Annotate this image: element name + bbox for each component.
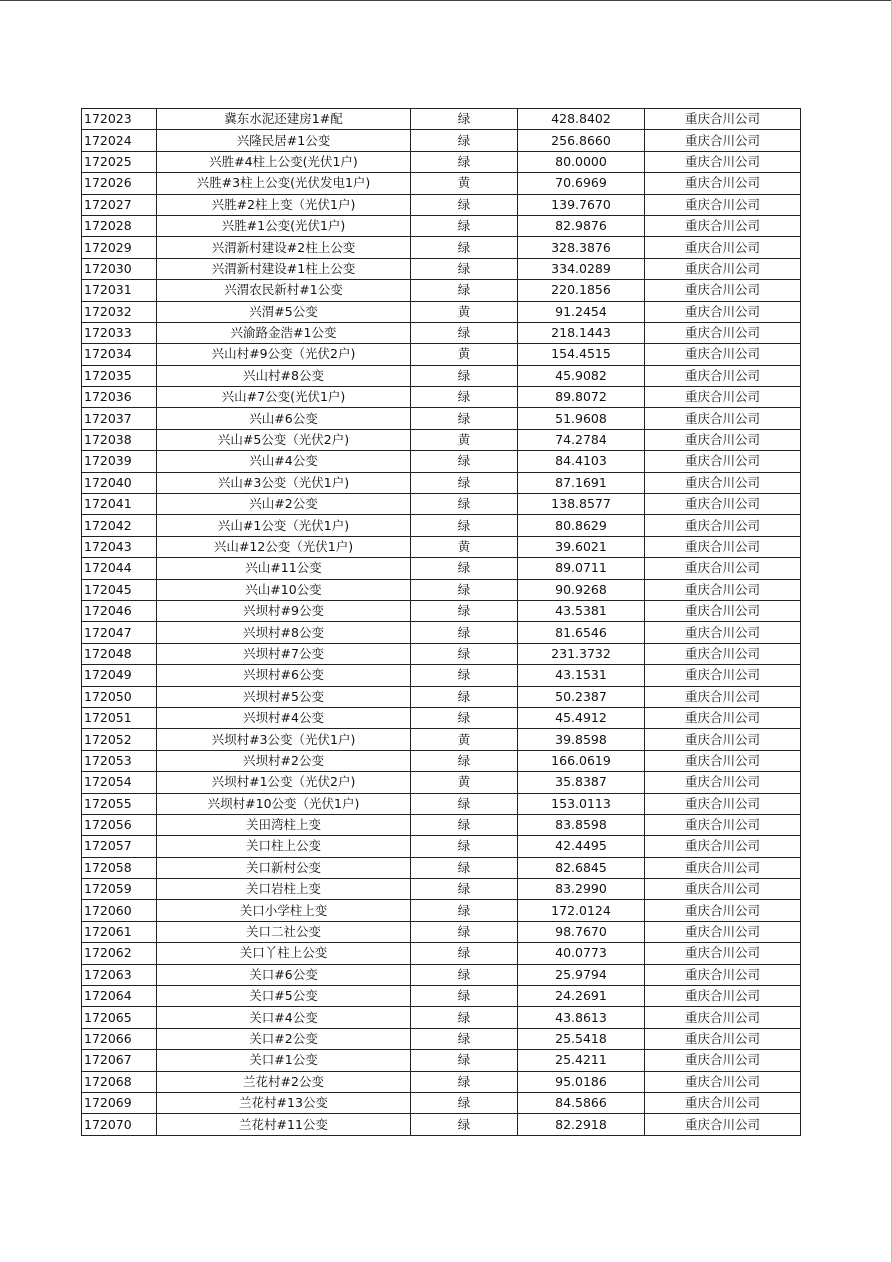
cell-company: 重庆合川公司 (645, 986, 801, 1007)
table-row (82, 879, 801, 900)
cell-company: 重庆合川公司 (645, 707, 801, 728)
cell-company: 重庆合川公司 (645, 964, 801, 985)
cell-company: 重庆合川公司 (645, 322, 801, 343)
cell-value: 256.8660 (518, 130, 645, 151)
cell-code: 172027 (82, 194, 157, 215)
cell-status: 绿 (411, 130, 518, 151)
cell-company: 重庆合川公司 (645, 301, 801, 322)
cell-code: 172051 (82, 707, 157, 728)
cell-company: 重庆合川公司 (645, 151, 801, 172)
cell-status: 黄 (411, 301, 518, 322)
cell-company: 重庆合川公司 (645, 130, 801, 151)
cell-value: 82.2918 (518, 1114, 645, 1135)
cell-status: 绿 (411, 280, 518, 301)
cell-value: 25.5418 (518, 1028, 645, 1049)
transformer-table (81, 108, 801, 1136)
cell-value: 50.2387 (518, 686, 645, 707)
cell-name: 兰花村#13公变 (157, 1092, 411, 1113)
cell-name: 兴坝村#1公变（光伏2户) (157, 772, 411, 793)
cell-code: 172050 (82, 686, 157, 707)
cell-code: 172062 (82, 943, 157, 964)
cell-name: 关口#1公变 (157, 1050, 411, 1071)
cell-company: 重庆合川公司 (645, 258, 801, 279)
cell-company: 重庆合川公司 (645, 622, 801, 643)
table-row (82, 772, 801, 793)
cell-value: 43.8613 (518, 1007, 645, 1028)
cell-value: 218.1443 (518, 322, 645, 343)
cell-name: 兴坝村#6公变 (157, 665, 411, 686)
cell-name: 兴胜#1公变(光伏1户) (157, 215, 411, 236)
cell-code: 172057 (82, 836, 157, 857)
cell-name: 兴渭#5公变 (157, 301, 411, 322)
cell-status: 绿 (411, 879, 518, 900)
table-row (82, 943, 801, 964)
table-row (82, 365, 801, 386)
cell-status: 绿 (411, 1028, 518, 1049)
cell-status: 绿 (411, 750, 518, 771)
cell-status: 绿 (411, 836, 518, 857)
cell-value: 95.0186 (518, 1071, 645, 1092)
cell-value: 220.1856 (518, 280, 645, 301)
cell-status: 绿 (411, 451, 518, 472)
cell-name: 兰花村#11公变 (157, 1114, 411, 1135)
cell-name: 兴山#5公变（光伏2户) (157, 429, 411, 450)
cell-value: 154.4515 (518, 344, 645, 365)
cell-company: 重庆合川公司 (645, 451, 801, 472)
cell-value: 82.9876 (518, 215, 645, 236)
cell-name: 兴山村#9公变（光伏2户) (157, 344, 411, 365)
cell-name: 关口新村公变 (157, 857, 411, 878)
cell-code: 172067 (82, 1050, 157, 1071)
cell-value: 328.3876 (518, 237, 645, 258)
cell-value: 80.8629 (518, 515, 645, 536)
table-row (82, 1071, 801, 1092)
cell-status: 绿 (411, 622, 518, 643)
cell-status: 绿 (411, 707, 518, 728)
table-row (82, 1028, 801, 1049)
cell-company: 重庆合川公司 (645, 921, 801, 942)
cell-company: 重庆合川公司 (645, 1092, 801, 1113)
cell-value: 35.8387 (518, 772, 645, 793)
cell-company: 重庆合川公司 (645, 1028, 801, 1049)
cell-company: 重庆合川公司 (645, 558, 801, 579)
table-row (82, 814, 801, 835)
table-row (82, 173, 801, 194)
cell-value: 39.6021 (518, 536, 645, 557)
table-row (82, 451, 801, 472)
cell-value: 25.4211 (518, 1050, 645, 1071)
cell-value: 45.4912 (518, 707, 645, 728)
cell-company: 重庆合川公司 (645, 943, 801, 964)
cell-name: 兴山#7公变(光伏1户) (157, 387, 411, 408)
table-body (82, 109, 801, 1136)
cell-name: 兴胜#4柱上公变(光伏1户) (157, 151, 411, 172)
cell-company: 重庆合川公司 (645, 579, 801, 600)
cell-code: 172047 (82, 622, 157, 643)
cell-company: 重庆合川公司 (645, 836, 801, 857)
cell-value: 83.2990 (518, 879, 645, 900)
table-row (82, 986, 801, 1007)
cell-status: 绿 (411, 964, 518, 985)
table-row (82, 280, 801, 301)
cell-code: 172028 (82, 215, 157, 236)
cell-value: 334.0289 (518, 258, 645, 279)
cell-status: 绿 (411, 793, 518, 814)
cell-name: 兴山#10公变 (157, 579, 411, 600)
cell-company: 重庆合川公司 (645, 1114, 801, 1135)
cell-company: 重庆合川公司 (645, 344, 801, 365)
table-row (82, 429, 801, 450)
cell-code: 172040 (82, 472, 157, 493)
cell-name: 兴胜#2柱上变（光伏1户) (157, 194, 411, 215)
table-row (82, 793, 801, 814)
cell-code: 172042 (82, 515, 157, 536)
cell-name: 关口#5公变 (157, 986, 411, 1007)
cell-company: 重庆合川公司 (645, 515, 801, 536)
cell-code: 172045 (82, 579, 157, 600)
cell-status: 绿 (411, 387, 518, 408)
cell-company: 重庆合川公司 (645, 729, 801, 750)
cell-name: 兴坝村#4公变 (157, 707, 411, 728)
cell-company: 重庆合川公司 (645, 686, 801, 707)
cell-value: 84.5866 (518, 1092, 645, 1113)
cell-status: 绿 (411, 643, 518, 664)
cell-company: 重庆合川公司 (645, 536, 801, 557)
cell-status: 绿 (411, 515, 518, 536)
cell-company: 重庆合川公司 (645, 772, 801, 793)
cell-status: 黄 (411, 729, 518, 750)
cell-code: 172044 (82, 558, 157, 579)
cell-name: 兴坝村#3公变（光伏1户) (157, 729, 411, 750)
cell-code: 172069 (82, 1092, 157, 1113)
cell-code: 172060 (82, 900, 157, 921)
cell-status: 绿 (411, 857, 518, 878)
table-row (82, 643, 801, 664)
cell-company: 重庆合川公司 (645, 109, 801, 130)
cell-value: 428.8402 (518, 109, 645, 130)
cell-name: 关口岩柱上变 (157, 879, 411, 900)
cell-status: 绿 (411, 472, 518, 493)
cell-company: 重庆合川公司 (645, 280, 801, 301)
cell-name: 兴渝路金浩#1公变 (157, 322, 411, 343)
cell-status: 绿 (411, 600, 518, 621)
table-row (82, 665, 801, 686)
table-row (82, 194, 801, 215)
cell-status: 绿 (411, 1092, 518, 1113)
cell-value: 89.0711 (518, 558, 645, 579)
table-row (82, 109, 801, 130)
cell-value: 84.4103 (518, 451, 645, 472)
cell-company: 重庆合川公司 (645, 750, 801, 771)
cell-name: 兴山#12公变（光伏1户) (157, 536, 411, 557)
cell-company: 重庆合川公司 (645, 900, 801, 921)
cell-value: 231.3732 (518, 643, 645, 664)
cell-name: 兴坝村#10公变（光伏1户) (157, 793, 411, 814)
cell-status: 绿 (411, 579, 518, 600)
cell-status: 绿 (411, 943, 518, 964)
cell-name: 关口二社公变 (157, 921, 411, 942)
table-row (82, 1092, 801, 1113)
cell-value: 138.8577 (518, 494, 645, 515)
table-row (82, 301, 801, 322)
cell-company: 重庆合川公司 (645, 879, 801, 900)
cell-status: 绿 (411, 408, 518, 429)
cell-company: 重庆合川公司 (645, 429, 801, 450)
cell-status: 黄 (411, 173, 518, 194)
cell-code: 172025 (82, 151, 157, 172)
table-row (82, 857, 801, 878)
cell-code: 172023 (82, 109, 157, 130)
cell-status: 绿 (411, 900, 518, 921)
cell-code: 172037 (82, 408, 157, 429)
table-row (82, 215, 801, 236)
cell-code: 172024 (82, 130, 157, 151)
cell-company: 重庆合川公司 (645, 494, 801, 515)
cell-code: 172065 (82, 1007, 157, 1028)
cell-value: 43.1531 (518, 665, 645, 686)
cell-name: 兴隆民居#1公变 (157, 130, 411, 151)
cell-code: 172054 (82, 772, 157, 793)
cell-company: 重庆合川公司 (645, 387, 801, 408)
cell-code: 172038 (82, 429, 157, 450)
cell-value: 153.0113 (518, 793, 645, 814)
table-row (82, 258, 801, 279)
cell-name: 关口柱上公变 (157, 836, 411, 857)
cell-code: 172034 (82, 344, 157, 365)
cell-value: 40.0773 (518, 943, 645, 964)
cell-value: 24.2691 (518, 986, 645, 1007)
table-row (82, 536, 801, 557)
cell-code: 172043 (82, 536, 157, 557)
cell-company: 重庆合川公司 (645, 1050, 801, 1071)
cell-company: 重庆合川公司 (645, 814, 801, 835)
cell-code: 172070 (82, 1114, 157, 1135)
table-row (82, 322, 801, 343)
cell-code: 172049 (82, 665, 157, 686)
cell-value: 42.4495 (518, 836, 645, 857)
cell-status: 绿 (411, 686, 518, 707)
cell-name: 兴渭农民新村#1公变 (157, 280, 411, 301)
table-row (82, 558, 801, 579)
cell-status: 绿 (411, 558, 518, 579)
cell-name: 兴坝村#7公变 (157, 643, 411, 664)
cell-company: 重庆合川公司 (645, 237, 801, 258)
cell-name: 兴坝村#2公变 (157, 750, 411, 771)
cell-code: 172063 (82, 964, 157, 985)
cell-name: 兴坝村#5公变 (157, 686, 411, 707)
cell-code: 172046 (82, 600, 157, 621)
cell-value: 87.1691 (518, 472, 645, 493)
cell-status: 绿 (411, 215, 518, 236)
cell-value: 166.0619 (518, 750, 645, 771)
table-row (82, 750, 801, 771)
cell-name: 兴胜#3柱上公变(光伏发电1户) (157, 173, 411, 194)
cell-status: 绿 (411, 921, 518, 942)
cell-value: 43.5381 (518, 600, 645, 621)
table-row (82, 151, 801, 172)
table-row (82, 408, 801, 429)
table-row (82, 515, 801, 536)
cell-value: 70.6969 (518, 173, 645, 194)
cell-company: 重庆合川公司 (645, 365, 801, 386)
cell-code: 172052 (82, 729, 157, 750)
cell-code: 172064 (82, 986, 157, 1007)
cell-code: 172039 (82, 451, 157, 472)
cell-code: 172029 (82, 237, 157, 258)
cell-company: 重庆合川公司 (645, 408, 801, 429)
cell-status: 黄 (411, 536, 518, 557)
cell-code: 172031 (82, 280, 157, 301)
table-row (82, 344, 801, 365)
cell-name: 兴山村#8公变 (157, 365, 411, 386)
cell-value: 83.8598 (518, 814, 645, 835)
cell-name: 兴山#11公变 (157, 558, 411, 579)
cell-name: 关口#2公变 (157, 1028, 411, 1049)
table-row (82, 686, 801, 707)
cell-company: 重庆合川公司 (645, 215, 801, 236)
cell-code: 172036 (82, 387, 157, 408)
cell-company: 重庆合川公司 (645, 472, 801, 493)
cell-status: 绿 (411, 1007, 518, 1028)
table-row (82, 387, 801, 408)
cell-status: 绿 (411, 151, 518, 172)
cell-status: 绿 (411, 986, 518, 1007)
cell-code: 172026 (82, 173, 157, 194)
cell-name: 兴山#6公变 (157, 408, 411, 429)
cell-value: 89.8072 (518, 387, 645, 408)
table-row (82, 600, 801, 621)
cell-status: 黄 (411, 344, 518, 365)
cell-code: 172061 (82, 921, 157, 942)
cell-name: 冀东水泥还建房1#配 (157, 109, 411, 130)
cell-value: 172.0124 (518, 900, 645, 921)
table-row (82, 622, 801, 643)
cell-value: 98.7670 (518, 921, 645, 942)
cell-status: 绿 (411, 237, 518, 258)
cell-status: 绿 (411, 1114, 518, 1135)
cell-code: 172059 (82, 879, 157, 900)
cell-company: 重庆合川公司 (645, 643, 801, 664)
cell-name: 兰花村#2公变 (157, 1071, 411, 1092)
cell-name: 兴坝村#9公变 (157, 600, 411, 621)
cell-status: 绿 (411, 365, 518, 386)
table-row (82, 472, 801, 493)
table-row (82, 836, 801, 857)
table-row (82, 130, 801, 151)
cell-status: 黄 (411, 429, 518, 450)
cell-status: 绿 (411, 494, 518, 515)
cell-code: 172056 (82, 814, 157, 835)
cell-name: 兴坝村#8公变 (157, 622, 411, 643)
cell-name: 兴渭新村建设#2柱上公变 (157, 237, 411, 258)
cell-company: 重庆合川公司 (645, 1071, 801, 1092)
cell-company: 重庆合川公司 (645, 793, 801, 814)
cell-status: 绿 (411, 109, 518, 130)
cell-code: 172032 (82, 301, 157, 322)
cell-value: 45.9082 (518, 365, 645, 386)
cell-name: 关口#4公变 (157, 1007, 411, 1028)
cell-value: 25.9794 (518, 964, 645, 985)
table-row (82, 729, 801, 750)
cell-name: 兴渭新村建设#1柱上公变 (157, 258, 411, 279)
cell-name: 兴山#1公变（光伏1户) (157, 515, 411, 536)
cell-name: 关田湾柱上变 (157, 814, 411, 835)
cell-name: 兴山#3公变（光伏1户) (157, 472, 411, 493)
page-top-rule (0, 0, 892, 1)
cell-status: 绿 (411, 258, 518, 279)
cell-company: 重庆合川公司 (645, 1007, 801, 1028)
table-row (82, 1007, 801, 1028)
cell-code: 172048 (82, 643, 157, 664)
table-row (82, 921, 801, 942)
cell-name: 兴山#4公变 (157, 451, 411, 472)
cell-code: 172041 (82, 494, 157, 515)
cell-company: 重庆合川公司 (645, 173, 801, 194)
table-row (82, 964, 801, 985)
cell-status: 黄 (411, 772, 518, 793)
cell-code: 172033 (82, 322, 157, 343)
cell-value: 80.0000 (518, 151, 645, 172)
cell-name: 关口#6公变 (157, 964, 411, 985)
table-row (82, 237, 801, 258)
cell-company: 重庆合川公司 (645, 857, 801, 878)
cell-value: 90.9268 (518, 579, 645, 600)
cell-code: 172030 (82, 258, 157, 279)
cell-value: 51.9608 (518, 408, 645, 429)
cell-status: 绿 (411, 1071, 518, 1092)
cell-company: 重庆合川公司 (645, 600, 801, 621)
cell-name: 关口丫柱上公变 (157, 943, 411, 964)
cell-code: 172055 (82, 793, 157, 814)
cell-value: 74.2784 (518, 429, 645, 450)
table-row (82, 1114, 801, 1135)
cell-code: 172035 (82, 365, 157, 386)
cell-company: 重庆合川公司 (645, 665, 801, 686)
table-row (82, 900, 801, 921)
table-row (82, 579, 801, 600)
cell-name: 兴山#2公变 (157, 494, 411, 515)
cell-status: 绿 (411, 322, 518, 343)
cell-code: 172053 (82, 750, 157, 771)
cell-status: 绿 (411, 1050, 518, 1071)
table-row (82, 494, 801, 515)
cell-code: 172058 (82, 857, 157, 878)
cell-code: 172068 (82, 1071, 157, 1092)
cell-value: 81.6546 (518, 622, 645, 643)
cell-name: 关口小学柱上变 (157, 900, 411, 921)
cell-value: 139.7670 (518, 194, 645, 215)
cell-value: 39.8598 (518, 729, 645, 750)
cell-status: 绿 (411, 665, 518, 686)
table-row (82, 707, 801, 728)
cell-status: 绿 (411, 814, 518, 835)
cell-code: 172066 (82, 1028, 157, 1049)
cell-value: 91.2454 (518, 301, 645, 322)
cell-status: 绿 (411, 194, 518, 215)
cell-value: 82.6845 (518, 857, 645, 878)
cell-company: 重庆合川公司 (645, 194, 801, 215)
table-row (82, 1050, 801, 1071)
